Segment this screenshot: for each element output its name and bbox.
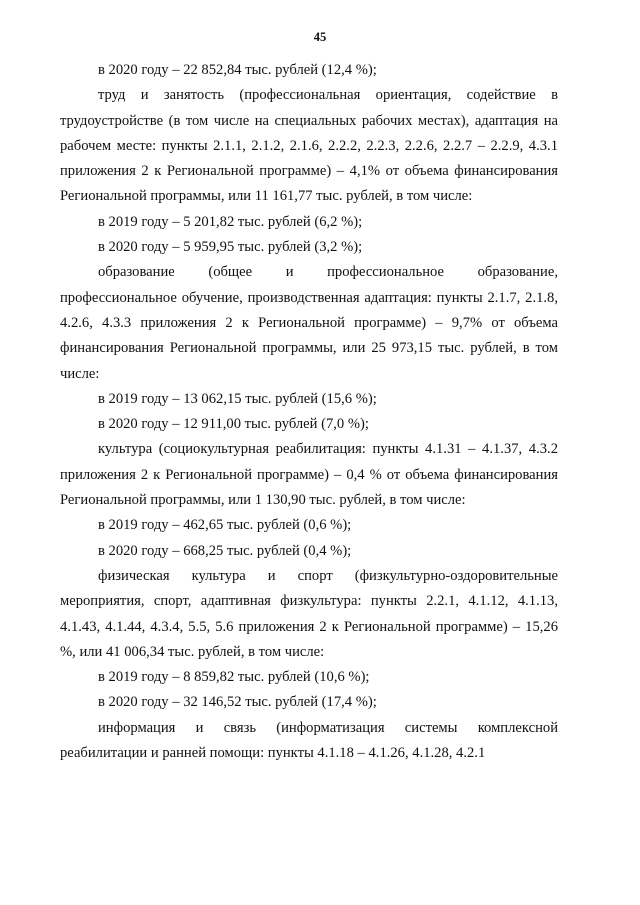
paragraph: в 2020 году – 32 146,52 тыс. рублей (17,4 %); [98,694,377,711]
paragraph: в 2020 году – 12 911,00 тыс. рублей (7,0 %); [98,416,369,433]
paragraph: физическая культура и спорт (физкультурно-оздоровительные мероприятия, спорт, адаптивная физкультура: пункты 2.2.1, 4.1.12, 4.1.13, 4.1.43, 4.1.44, 4.3.4, 5.5, 5.6 приложения 2 к Региональной программе) – 15,26 %, или 41 006,34 тыс. рублей, в том числе: [60,567,558,660]
paragraph: в 2019 году – 13 062,15 тыс. рублей (15,6 %); [98,390,377,407]
paragraph: в 2020 году – 668,25 тыс. рублей (0,4 %); [98,542,352,559]
body-text [60,58,558,766]
paragraph: труд и занятость (профессиональная ориентация, содействие в трудоустройстве (в том числе на специальных рабочих местах), адаптация на рабочем месте: пункты 2.1.1, 2.1.2, 2.1.6, 2.2.2, 2.2.3, 2.2.6, 2.2.7 – 2.2.9, 4.3.1 приложения 2 к Региональной программе) – 4,1% от объема финансирования Региональной программы, или 11 161,77 тыс. рублей, в том числе: [60,87,558,205]
page-number: 45 [313,30,327,44]
paragraph: в 2020 году – 22 852,84 тыс. рублей (12,4 %); [98,62,377,78]
paragraph: в 2019 году – 462,65 тыс. рублей (0,6 %); [98,517,352,534]
paragraph: культура (социокультурная реабилитация: пункты 4.1.31 – 4.1.37, 4.3.2 приложения 2 к Региональной программе) – 0,4 % от объема финансирования Региональной программы, или 1 130,90 тыс. рублей, в том числе: [60,441,558,509]
paragraph: в 2020 году – 5 959,95 тыс. рублей (3,2 %); [98,239,363,256]
paragraph: образование (общее и профессиональное образование, профессиональное обучение, производственная адаптация: пункты 2.1.7, 2.1.8, 4.2.6, 4.3.3 приложения 2 к Региональной программе) – 9,7% от объема финансирования Региональной программы, или 25 973,15 тыс. рублей, в том числе: [60,264,558,382]
paragraph: информация и связь (информатизация системы комплексной реабилитации и ранней помощи: пункты 4.1.18 – 4.1.26, 4.1.28, 4.2.1 [60,719,558,762]
paragraph: в 2019 году – 5 201,82 тыс. рублей (6,2 %); [98,213,363,230]
paragraph: в 2019 году – 8 859,82 тыс. рублей (10,6 %); [98,669,370,686]
